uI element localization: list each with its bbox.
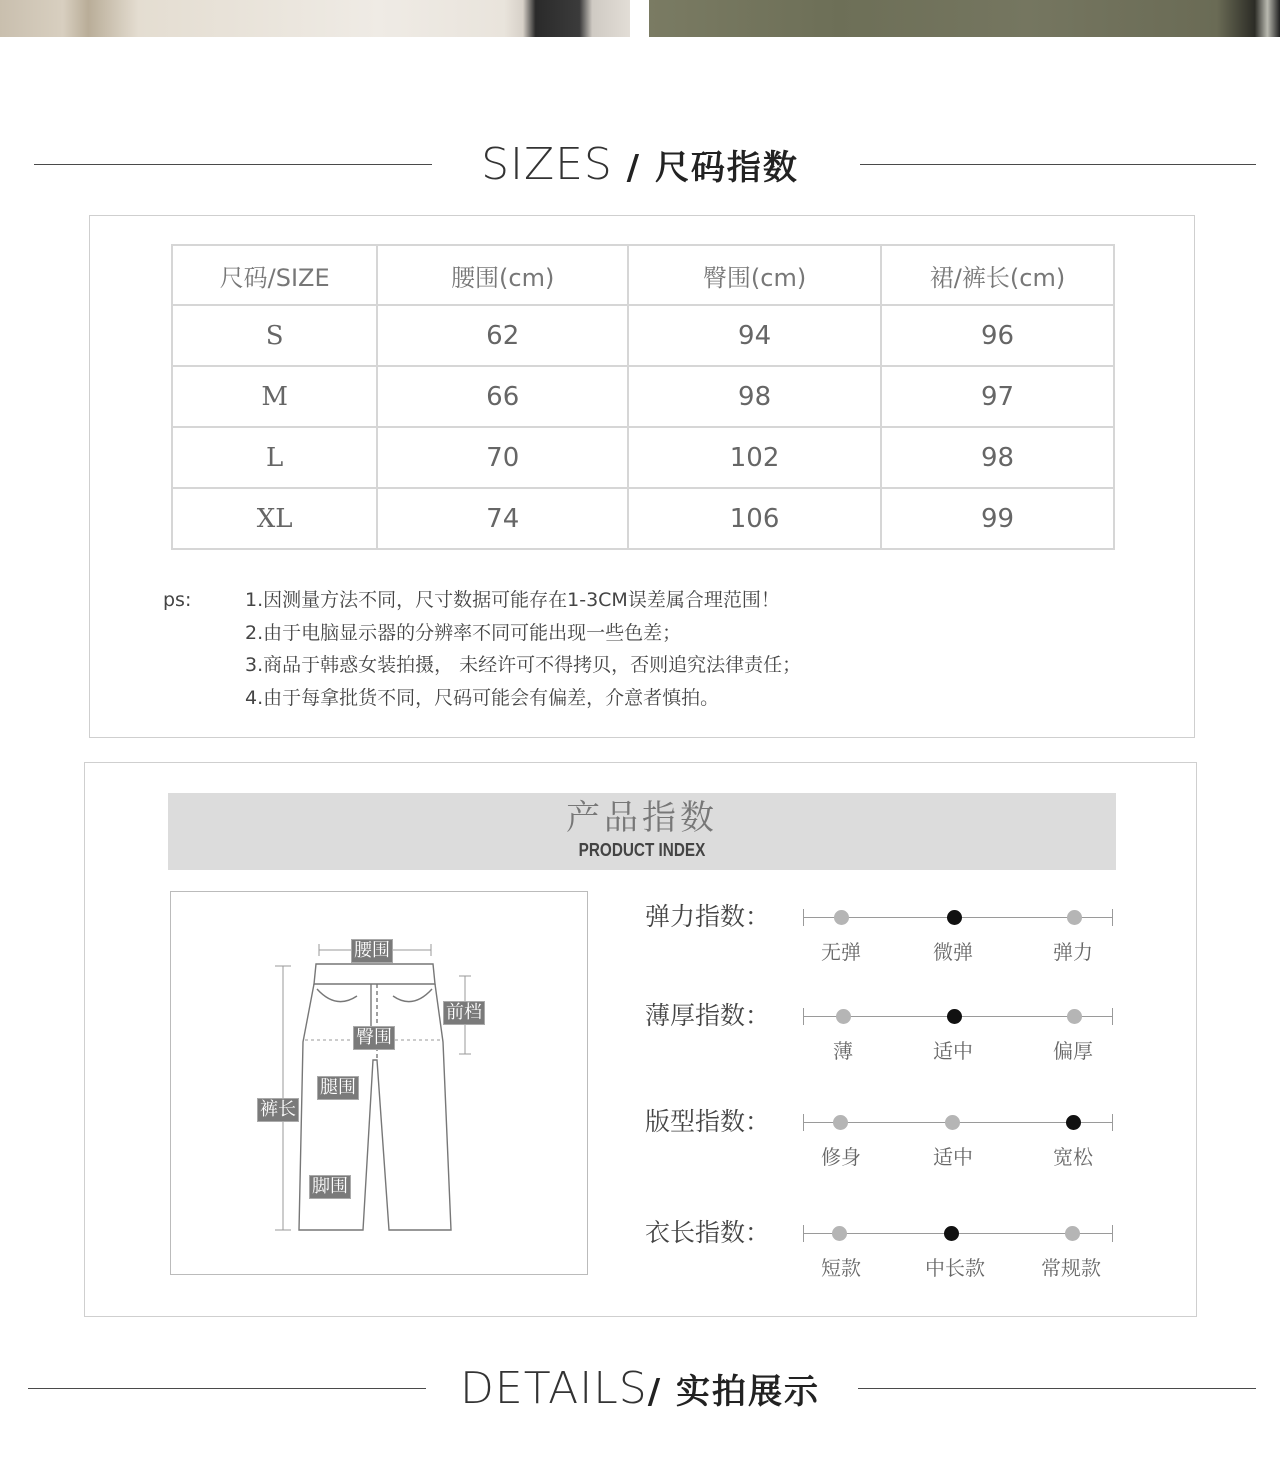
table-row: [172, 305, 1114, 366]
header-length: 裙/裤长(cm): [881, 245, 1114, 305]
scale-cap: [803, 1225, 804, 1242]
scale-label: 版型指数：: [645, 1107, 771, 1136]
label-thigh: 腿围: [317, 1076, 359, 1100]
scale-label: 衣长指数：: [645, 1218, 771, 1247]
cell-length: 97: [881, 366, 1114, 427]
label-hip: 臀围: [353, 1026, 395, 1050]
table-row: [172, 427, 1114, 488]
scale-option: 常规款: [1041, 1256, 1101, 1280]
cell-size: S: [172, 305, 377, 366]
header-hip: 臀围(cm): [628, 245, 881, 305]
pants-diagram: [170, 891, 588, 1275]
scale-dot: [1065, 1226, 1080, 1241]
scale-option: 偏厚: [1053, 1039, 1093, 1063]
scale-option: 宽松: [1053, 1145, 1093, 1169]
product-index-banner: [168, 793, 1116, 870]
table-header-row: [172, 245, 1114, 305]
scale-dot: [947, 1009, 962, 1024]
cell-hip: 98: [628, 366, 881, 427]
scale-dot: [947, 910, 962, 925]
scale-dot: [832, 1226, 847, 1241]
scale-cap: [803, 1008, 804, 1025]
scale-dot: [1066, 1115, 1081, 1130]
scale-fit: [645, 1106, 1115, 1176]
scale-option: 无弹: [821, 940, 861, 964]
size-chart-panel: [89, 215, 1195, 738]
cell-hip: 94: [628, 305, 881, 366]
note-item: 4.由于每拿批货不同，尺码可能会有偏差，介意者慎拍。: [245, 686, 720, 709]
note-item: 2.由于电脑显示器的分辨率不同可能出现一些色差；: [245, 621, 682, 644]
scale-cap: [803, 1114, 804, 1131]
note-item: 3.商品于韩惑女装拍摄， 未经许可不得拷贝，否则追究法律责任；: [245, 654, 802, 676]
notes-list: [245, 584, 1065, 714]
cell-length: 99: [881, 488, 1114, 549]
table-row: [172, 366, 1114, 427]
sizes-title-en: SIZES: [481, 139, 613, 190]
cell-waist: 70: [377, 427, 628, 488]
sizes-title-cn: 尺码指数: [654, 148, 799, 188]
cell-waist: 74: [377, 488, 628, 549]
scale-thickness: [645, 1000, 1115, 1070]
scale-dot: [836, 1009, 851, 1024]
cell-length: 96: [881, 305, 1114, 366]
label-rise: 前档: [443, 1001, 485, 1025]
header-waist: 腰围(cm): [377, 245, 628, 305]
scale-dot: [944, 1226, 959, 1241]
scale-cap: [803, 909, 804, 926]
cell-size: XL: [172, 488, 377, 549]
scale-option: 中长款: [925, 1256, 985, 1280]
details-section-title: [0, 1359, 1280, 1419]
product-index-title-en: PRODUCT INDEX: [578, 840, 706, 860]
scale-label: 弹力指数：: [645, 902, 771, 931]
cell-size: M: [172, 366, 377, 427]
scale-option: 弹力: [1053, 940, 1093, 964]
scale-dot: [1067, 1009, 1082, 1024]
sizes-title-sep: /: [612, 148, 655, 188]
scale-dot: [834, 910, 849, 925]
cell-length: 98: [881, 427, 1114, 488]
scale-cap: [1112, 1225, 1113, 1242]
sizes-section-title: [0, 135, 1280, 195]
scale-dot: [945, 1115, 960, 1130]
details-title-en: DETAILS: [460, 1363, 648, 1414]
cell-hip: 106: [628, 488, 881, 549]
scale-label: 薄厚指数：: [645, 1001, 771, 1030]
details-title-sep: /: [647, 1372, 676, 1412]
label-length: 裤长: [257, 1098, 299, 1122]
cell-waist: 66: [377, 366, 628, 427]
size-table: [171, 244, 1115, 550]
note-item: 1.因测量方法不同，尺寸数据可能存在1-3CM误差属合理范围！: [245, 589, 780, 611]
scale-option: 修身: [821, 1145, 861, 1169]
label-waist: 腰围: [351, 939, 393, 963]
scale-option: 薄: [833, 1039, 853, 1063]
scale-option: 适中: [933, 1039, 973, 1063]
scale-cap: [1112, 1114, 1113, 1131]
label-hem: 脚围: [309, 1175, 351, 1199]
cell-hip: 102: [628, 427, 881, 488]
cell-waist: 62: [377, 305, 628, 366]
product-photo-left: [0, 0, 630, 37]
product-photo-right: [649, 0, 1280, 37]
product-index-title-cn: 产品指数: [566, 798, 718, 838]
header-size: 尺码/SIZE: [172, 245, 377, 305]
scale-option: 微弹: [933, 940, 973, 964]
scale-cap: [1112, 909, 1113, 926]
scale-dot: [1067, 910, 1082, 925]
cell-size: L: [172, 427, 377, 488]
notes-prefix: ps:: [163, 589, 192, 611]
scale-length: [645, 1217, 1115, 1287]
scale-option: 适中: [933, 1145, 973, 1169]
table-row: [172, 488, 1114, 549]
scale-cap: [1112, 1008, 1113, 1025]
scale-dot: [833, 1115, 848, 1130]
details-title-cn: 实拍展示: [675, 1372, 820, 1412]
scale-option: 短款: [821, 1256, 861, 1280]
scale-elasticity: [645, 901, 1115, 971]
product-index-panel: [84, 762, 1197, 1317]
